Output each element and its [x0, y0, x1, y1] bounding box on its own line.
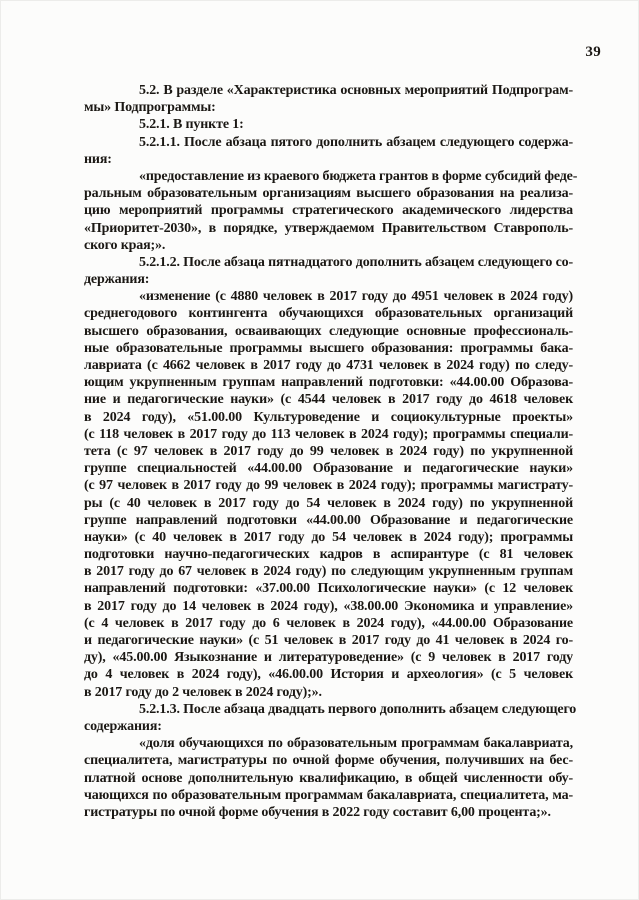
- paragraph: [84, 168, 578, 254]
- text-line: 5.2.1.2. После абзаца пятнадцатого дополнить абзацем следующего со-: [139, 254, 573, 270]
- text-line: содержания:: [84, 718, 162, 734]
- text-line: ние и педагогические науки» (с 4544 человек в 2017 году до 4618 человек: [84, 392, 573, 408]
- text-line: платной основе дополнительную квалификацию, в общей численности обу-: [84, 770, 573, 786]
- text-line: держания:: [84, 272, 150, 288]
- paragraph: [84, 701, 577, 735]
- text-line: ры (с 40 человек в 2017 году до 54 человек в 2024 году) по укрупненной: [84, 495, 573, 511]
- text-line: группе специальностей «44.00.00 Образование и педагогические науки»: [84, 461, 573, 477]
- text-line: «предоставление из краевого бюджета грантов в форме субсидий феде-: [139, 168, 578, 184]
- paragraph: [84, 735, 573, 821]
- paragraph: [84, 288, 573, 701]
- text-line: в 2024 году), «51.00.00 Культуроведение и социокультурные проекты»: [84, 409, 573, 425]
- text-line: (с 97 человек в 2017 году до 99 человек в 2024 году); программы магистрату-: [84, 478, 573, 494]
- text-line: ные образовательные программы высшего образования: программы бака-: [84, 340, 573, 356]
- text-line: чающихся по образовательным программам бакалавриата, специалитета, ма-: [84, 787, 573, 803]
- text-line: ского края;».: [84, 237, 166, 253]
- text-line: 5.2. В разделе «Характеристика основных мероприятий Подпрограм-: [139, 83, 573, 98]
- text-line: (с 118 человек в 2017 году до 113 человек в 2024 году); программы специали-: [84, 426, 573, 442]
- text-line: до 4 человек в 2024 году), «46.00.00 История и археология» (с 5 человек: [84, 667, 573, 683]
- text-line: (с 4 человек в 2017 году до 6 человек в 2024 году), «44.00.00 Образование: [84, 615, 573, 631]
- text-line: группе направлений подготовки «44.00.00 Образование и педагогические: [84, 512, 573, 528]
- text-line: «доля обучающихся по образовательным программам бакалавриата,: [139, 736, 573, 752]
- text-line: гистратуры по очной форме обучения в 2022 году составит 6,00 процента;».: [84, 804, 551, 820]
- text-line: 5.2.1.3. После абзаца двадцать первого дополнить абзацем следующего: [139, 701, 577, 717]
- page-number: 39: [585, 44, 601, 60]
- text-line: ральным образовательным организациям высшего образования на реализа-: [84, 186, 573, 202]
- paragraph: [84, 116, 573, 133]
- text-line: ния:: [84, 151, 112, 167]
- paragraph: [84, 82, 573, 116]
- text-line: направлений подготовки: «37.00.00 Психологические науки» (с 12 человек: [84, 581, 573, 597]
- text-line: высшего образования, осваивающих следующие основные профессиональ-: [84, 323, 573, 339]
- text-line: в 2017 году до 14 человек в 2024 году), «38.00.00 Экономика и управление»: [84, 598, 573, 614]
- text-line: и педагогические науки» (с 51 человек в 2017 году до 41 человек в 2024 го-: [84, 633, 573, 648]
- text-line: 5.2.1. В пункте 1:: [139, 117, 244, 133]
- text-line: ду), «45.00.00 Языкознание и литературоведение» (с 9 человек в 2017 году: [84, 650, 573, 666]
- text-line: цию мероприятий программы стратегического академического лидерства: [84, 203, 573, 219]
- text-line: тета (с 97 человек в 2017 году до 99 человек в 2024 году) по укрупненной: [84, 443, 573, 459]
- text-line: «Приоритет-2030», в порядке, утверждаемом Правительством Ставрополь-: [84, 220, 573, 236]
- text-line: ющим укрупненным группам направлений подготовки: «44.00.00 Образова-: [84, 375, 573, 391]
- text-line: подготовки научно-педагогических кадров в аспирантуре (с 81 человек: [84, 547, 573, 563]
- document-body: [84, 82, 578, 821]
- text-line: среднегодового контингента обучающихся образовательных организаций: [84, 306, 573, 322]
- text-line: мы» Подпрограммы:: [84, 100, 216, 116]
- text-line: специалитета, магистратуры по очной форме обучения, получивших на бес-: [84, 753, 573, 769]
- text-line: «изменение (с 4880 человек в 2017 году до 4951 человек в 2024 году): [139, 289, 573, 305]
- text-line: в 2017 году до 67 человек в 2024 году) по следующим укрупненным группам: [84, 564, 573, 580]
- paragraph: [84, 134, 573, 168]
- paragraph: [84, 254, 573, 288]
- text-line: науки» (с 40 человек в 2017 году до 54 человек в 2024 году); программы: [84, 529, 573, 545]
- text-line: в 2017 году до 2 человек в 2024 году);».: [84, 684, 322, 700]
- text-line: лавриата (с 4662 человек в 2017 году до 4731 человек в 2024 году) по следу-: [84, 358, 573, 373]
- text-line: 5.2.1.1. После абзаца пятого дополнить абзацем следующего содержа-: [139, 134, 573, 150]
